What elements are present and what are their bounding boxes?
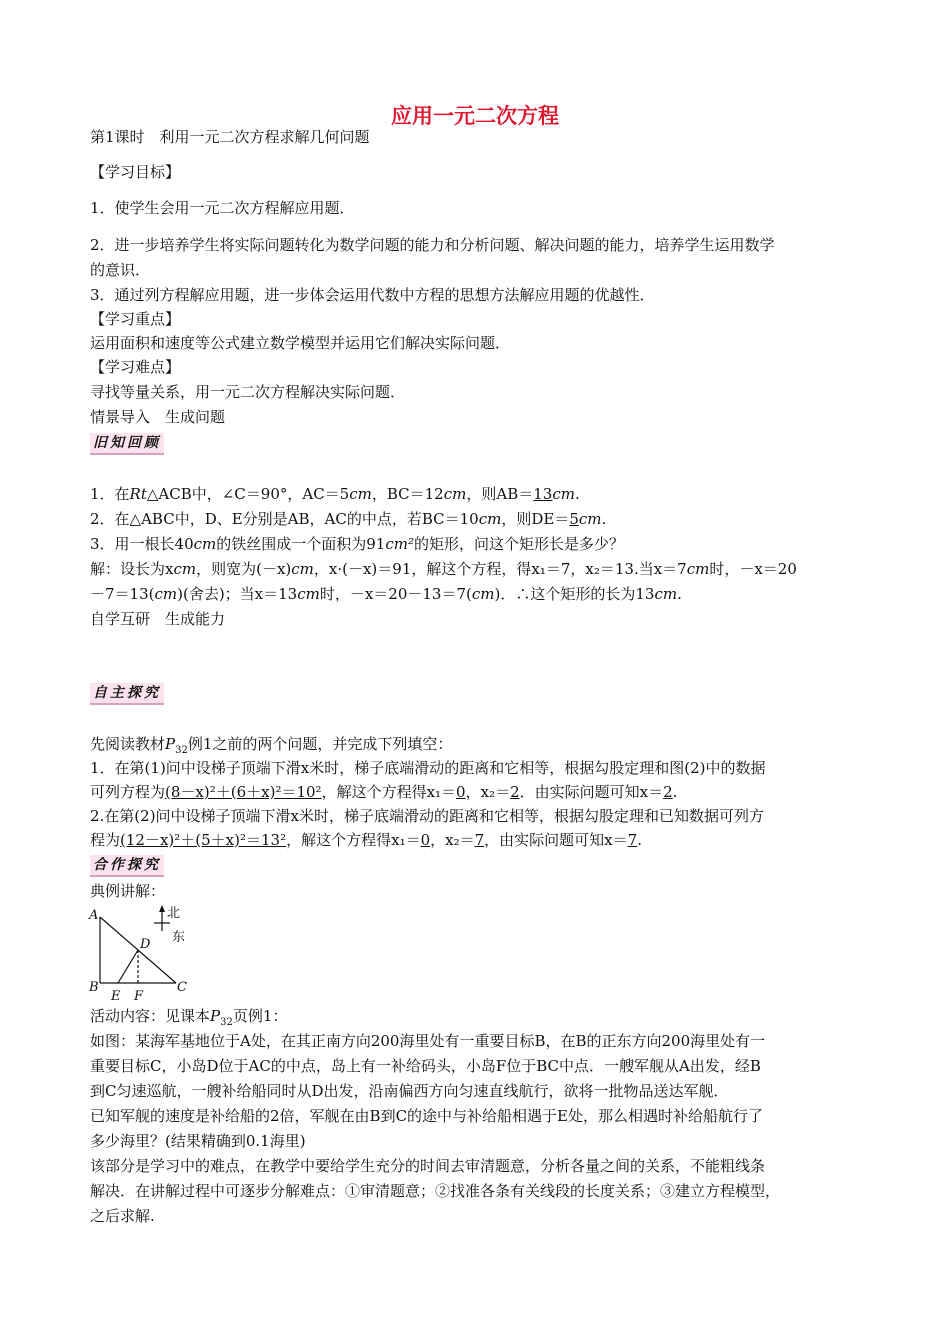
focus-text: 运用面积和速度等公式建立数学模型并运用它们解决实际问题． bbox=[90, 334, 511, 352]
goal-item-2-cont: 的意识． bbox=[90, 261, 151, 279]
geometry-figure bbox=[86, 903, 196, 1003]
equation-1: (8－x)²＋(6＋x)²＝10² bbox=[165, 783, 322, 801]
review-solution-1: 解：设长为xcm，则宽为(－x)cm，x·(－x)＝91，解这个方程，得x₁＝7，x₂＝13.当x＝7cm时，－x＝20 bbox=[90, 560, 797, 578]
difficulty-text: 寻找等量关系，用一元二次方程解决实际问题． bbox=[90, 383, 406, 401]
problem-line-2: 重要目标C，小岛D位于AC的中点，岛上有一补给码头，小岛F位于BC中点．一艘军舰从A出发，经B bbox=[90, 1057, 761, 1075]
example-label: 典例讲解： bbox=[90, 882, 166, 900]
intro-heading: 情景导入 生成问题 bbox=[90, 408, 226, 426]
review-badge: 旧知回顾 bbox=[90, 433, 164, 455]
review-solution-2: －7＝13(cm)(舍去)；当x＝13cm时，－x＝20－13＝7(cm)．∴这个矩形的长为13cm. bbox=[90, 585, 682, 603]
review-q1: 1．在Rt△ACB中，∠C＝90°，AC＝5cm，BC＝12cm，则AB＝13cm. bbox=[90, 485, 580, 503]
segment-de bbox=[118, 950, 138, 983]
coop-badge: 合作探究 bbox=[90, 855, 164, 877]
note-line-1: 该部分是学习中的难点，在教学中要给学生充分的时间去审清题意，分析各量之间的关系，不能粗线条 bbox=[90, 1157, 766, 1175]
problem-line-3: 到C匀速巡航，一艘补给船同时从D出发，沿南偏西方向匀速直线航行，欲将一批物品送达军舰． bbox=[90, 1082, 729, 1100]
equation-2: (12－x)²＋(5＋x)²＝13² bbox=[120, 831, 287, 849]
answer-ab: 13 bbox=[533, 485, 553, 503]
note-line-3: 之后求解. bbox=[90, 1207, 155, 1225]
lesson-subtitle: 第1课时 利用一元二次方程求解几何问题 bbox=[90, 128, 370, 146]
label-east: 东 bbox=[172, 930, 186, 945]
explore-item-1: 1．在第(1)问中设梯子顶端下滑x米时，梯子底端滑动的距离和它相等，根据勾股定理和图(2)中的数据 bbox=[90, 759, 766, 777]
label-d: D bbox=[140, 937, 151, 952]
answer-de: 5 bbox=[569, 510, 579, 528]
problem-line-4: 已知军舰的速度是补给船的2倍，军舰在由B到C的途中与补给船相遇于E处，那么相遇时补给船航行了 bbox=[90, 1107, 763, 1125]
page-title: 应用一元二次方程 bbox=[391, 104, 559, 128]
label-e: E bbox=[111, 989, 121, 1003]
explore-item-2: 2.在第(2)问中设梯子顶端下滑x米时，梯子底端滑动的距离和它相等，根据勾股定理和已知数据可列方 bbox=[90, 807, 765, 825]
note-line-2: 解决．在讲解过程中可逐步分解难点：①审清题意；②找准各条有关线段的长度关系；③建立方程模型， bbox=[90, 1182, 781, 1200]
activity-line: 活动内容：见课本$P_{32}$页例1： bbox=[90, 1007, 288, 1028]
review-q3: 3．用一根长40cm的铁丝围成一个面积为91cm²的矩形，问这个矩形长是多少？ bbox=[90, 535, 625, 553]
problem-line-5: 多少海里？(结果精确到0.1海里) bbox=[90, 1132, 306, 1150]
review-q2: 2．在△ABC中，D、E分别是AB，AC的中点，若BC＝10cm，则DE＝5cm. bbox=[90, 510, 607, 528]
explore-item-1-cont: 可列方程为(8－x)²＋(6＋x)²＝10²，解这个方程得x₁＝0，x₂＝2．由实际问题可知x＝2. bbox=[90, 783, 678, 801]
focus-heading: 【学习重点】 bbox=[90, 310, 181, 328]
difficulty-heading: 【学习难点】 bbox=[90, 358, 181, 376]
label-a: A bbox=[89, 908, 99, 923]
goal-item-3: 3．通过列方程解应用题，进一步体会运用代数中方程的思想方法解应用题的优越性． bbox=[90, 286, 655, 304]
north-arrow-head bbox=[159, 905, 165, 912]
label-f: F bbox=[134, 989, 144, 1003]
label-north: 北 bbox=[167, 906, 181, 921]
goal-item-1: 1．使学生会用一元二次方程解应用题． bbox=[90, 199, 355, 217]
self-study-heading: 自学互研 生成能力 bbox=[90, 610, 226, 628]
goal-item-2: 2．进一步培养学生将实际问题转化为数学问题的能力和分析问题、解决问题的能力，培养学生运用数学 bbox=[90, 236, 775, 254]
label-b: B bbox=[89, 980, 99, 995]
label-c: C bbox=[177, 980, 187, 995]
explore-badge: 自主探究 bbox=[90, 683, 164, 705]
explore-item-2-cont: 程为(12－x)²＋(5＋x)²＝13²，解这个方程得x₁＝0，x₂＝7，由实际问题可知x＝7. bbox=[90, 831, 642, 849]
problem-line-1: 如图：某海军基地位于A处，在其正南方向200海里处有一重要目标B，在B的正东方向200海里处有一 bbox=[90, 1032, 766, 1050]
explore-lead: 先阅读教材$P_{32}$例1之前的两个问题，并完成下列填空： bbox=[90, 735, 453, 756]
goals-heading: 【学习目标】 bbox=[90, 163, 181, 181]
